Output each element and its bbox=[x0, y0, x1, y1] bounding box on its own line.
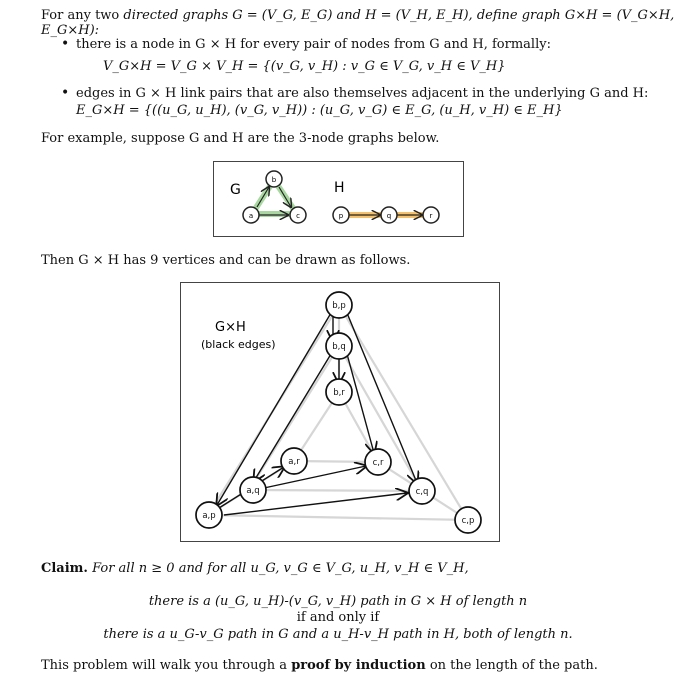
figure-g-and-h bbox=[213, 161, 464, 237]
node-cr-label: c,r bbox=[372, 458, 384, 468]
node-bp-label: b,p bbox=[332, 301, 346, 311]
g-edge-b-c bbox=[279, 187, 291, 207]
h-node-q-label: q bbox=[386, 212, 392, 220]
claim-line3: there is a u_G-v_G path in G and a u_H-v_H path in H, both of length n. bbox=[103, 627, 573, 642]
then-text: Then G × H has 9 vertices and can be drawn as follows. bbox=[41, 253, 411, 268]
closing-prefix: This problem will walk you through a bbox=[41, 658, 288, 673]
intro-directed: directed bbox=[123, 8, 179, 23]
bullet2-formula: E_G×H = {((u_G, u_H), (v_G, v_H)) : (u_G, v_G) ∈ E_G, (u_H, v_H) ∈ E_H} bbox=[76, 103, 563, 118]
figure-g-times-h bbox=[180, 282, 500, 542]
h-node-p-label: p bbox=[338, 212, 344, 220]
fig2-title: G×H bbox=[215, 320, 246, 335]
g-edge-a-b bbox=[257, 187, 269, 207]
fig2-subtitle: (black edges) bbox=[201, 338, 276, 351]
node-cq-label: c,q bbox=[415, 487, 429, 497]
node-ap-label: a,p bbox=[202, 511, 216, 521]
fig1-svg bbox=[214, 162, 463, 236]
intro-line bbox=[41, 8, 676, 38]
g-label: G bbox=[230, 182, 241, 198]
claim-label: Claim. bbox=[41, 561, 88, 576]
bullet-dot-2: • bbox=[61, 85, 70, 101]
claim-text: For all n ≥ 0 and for all u_G, v_G ∈ V_G, u_H, v_H ∈ V_H, bbox=[92, 561, 469, 576]
example-intro: For example, suppose G and H are the 3-node graphs below. bbox=[41, 131, 440, 146]
g-node-b-label: b bbox=[271, 176, 277, 184]
closing-bold: proof by induction bbox=[291, 658, 426, 673]
g-node-a-label: a bbox=[248, 212, 254, 220]
node-bq-label: b,q bbox=[332, 342, 346, 352]
claim-line bbox=[41, 561, 469, 576]
bullet-dot-1: • bbox=[61, 36, 70, 52]
node-br-label: b,r bbox=[333, 388, 345, 398]
node-ar-label: a,r bbox=[288, 457, 300, 467]
closing-line bbox=[41, 658, 598, 673]
node-cp-label: c,p bbox=[461, 516, 475, 526]
bullet2-text: edges in G × H link pairs that are also themselves adjacent in the underlying G and H: bbox=[76, 86, 649, 101]
claim-line2: if and only if bbox=[296, 610, 380, 625]
node-aq-label: a,q bbox=[246, 486, 260, 496]
g-node-c-label: c bbox=[296, 212, 300, 220]
closing-suffix: on the length of the path. bbox=[429, 658, 598, 673]
claim-line1: there is a (u_G, u_H)-(v_G, v_H) path in G × H of length n bbox=[148, 594, 528, 609]
h-node-r-label: r bbox=[429, 212, 433, 220]
intro-prefix: For any two bbox=[41, 8, 120, 23]
bullet1-text: there is a node in G × H for every pair of nodes from G and H, formally: bbox=[76, 37, 551, 52]
bullet1-formula: V_G×H = V_G × V_H = {(v_G, v_H) : v_G ∈ V_G, v_H ∈ V_H} bbox=[103, 59, 506, 74]
intro-definition: graphs G = (V_G, E_G) and H = (V_H, E_H), define graph G×H = (V_G×H, E_G×H): bbox=[41, 8, 675, 38]
h-label: H bbox=[334, 180, 345, 196]
fig2-svg bbox=[181, 283, 499, 541]
